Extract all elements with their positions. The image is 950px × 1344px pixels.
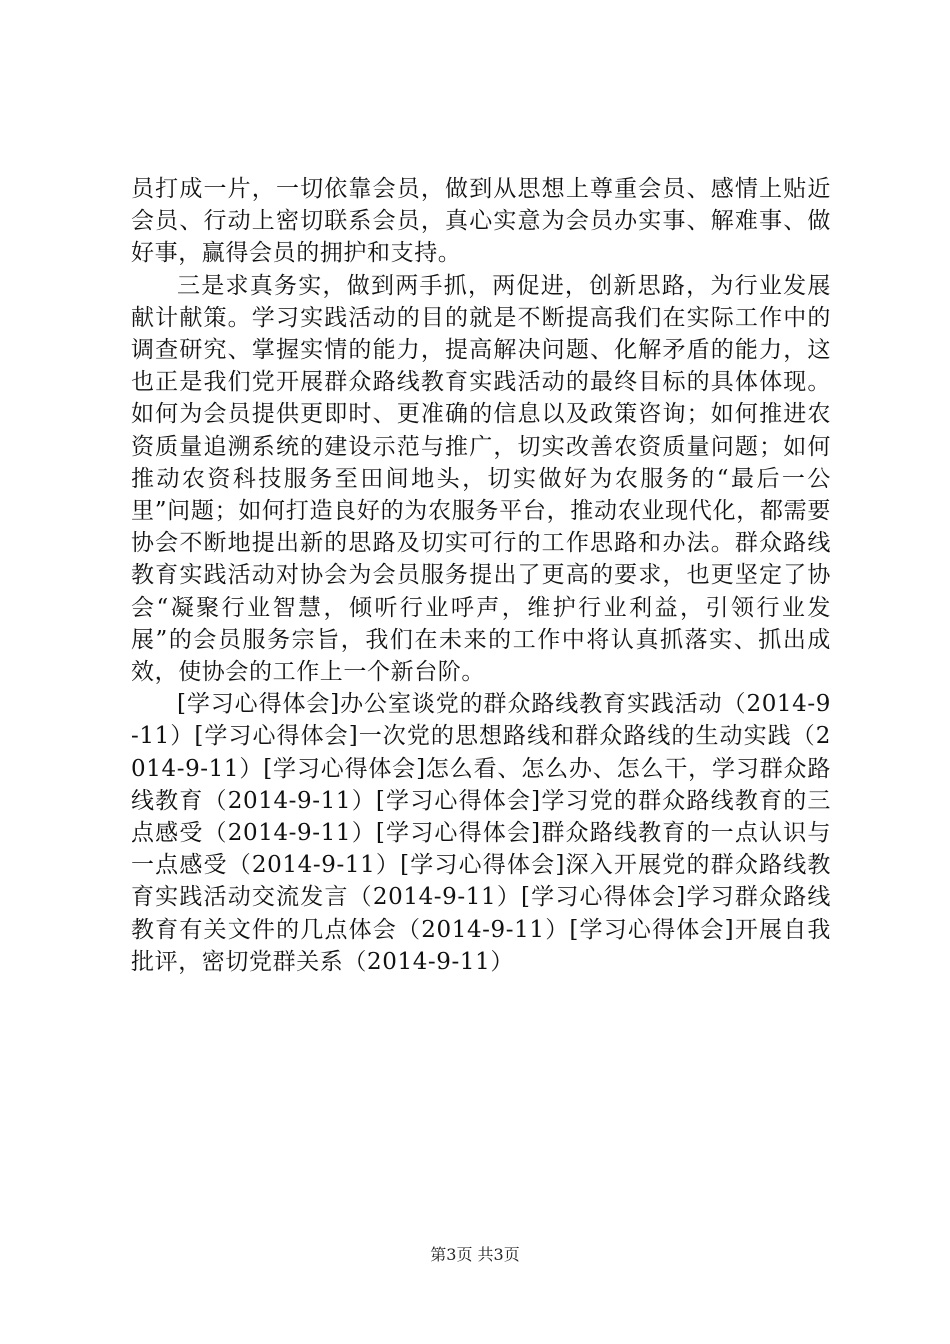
paragraph-continuation: 员打成一片，一切依靠会员，做到从思想上尊重会员、感情上贴近会员、行动上密切联系会员，真心实意为会员办实事、解难事、做好事，赢得会员的拥护和支持。	[131, 176, 831, 267]
document-body	[131, 173, 831, 978]
paragraph-point-three: 三是求真务实，做到两手抓，两促进，创新思路，为行业发展献计献策。学习实践活动的目的就是不断提高我们在实际工作中的调查研究、掌握实情的能力，提高解决问题、化解矛盾的能力，这也正是我们党开展群众路线教育实践活动的最终目标的具体体现。如何为会员提供更即时、更准确的信息以及政策咨询；如何推进农资质量追溯系统的建设示范与推广，切实改善农资质量问题；如何推动农资科技服务至田间地头，切实做好为农服务的“最后一公里”问题；如何打造良好的为农服务平台，推动农业现代化，都需要协会不断地提出新的思路及切实可行的工作思路和办法。群众路线教育实践活动对协会为会员服务提出了更高的要求，也更坚定了协会“凝聚行业智慧，倾听行业呼声，维护行业利益，引领行业发展”的会员服务宗旨，我们在未来的工作中将认真抓落实、抓出成效，使协会的工作上一个新台阶。	[131, 272, 831, 686]
page-total: 共3页	[477, 1245, 520, 1264]
paragraph-related-articles: [学习心得体会]办公室谈党的群众路线教育实践活动（2014-9-11）[学习心得体会]一次党的思想路线和群众路线的生动实践（2014-9-11）[学习心得体会]怎么看、怎么办、怎么干，学习群众路线教育（2014-9-11）[学习心得体会]学习党的群众路线教育的三点感受（2014-9-11）[学习心得体会]群众路线教育的一点认识与一点感受（2014-9-11）[学习心得体会]深入开展党的群众路线教育实践活动交流发言（2014-9-11）[学习心得体会]学习群众路线教育有关文件的几点体会（2014-9-11）[学习心得体会]开展自我批评，密切党群关系（2014-9-11）	[131, 691, 831, 975]
page-number: 第3页	[430, 1245, 473, 1264]
page-footer	[0, 1244, 950, 1266]
